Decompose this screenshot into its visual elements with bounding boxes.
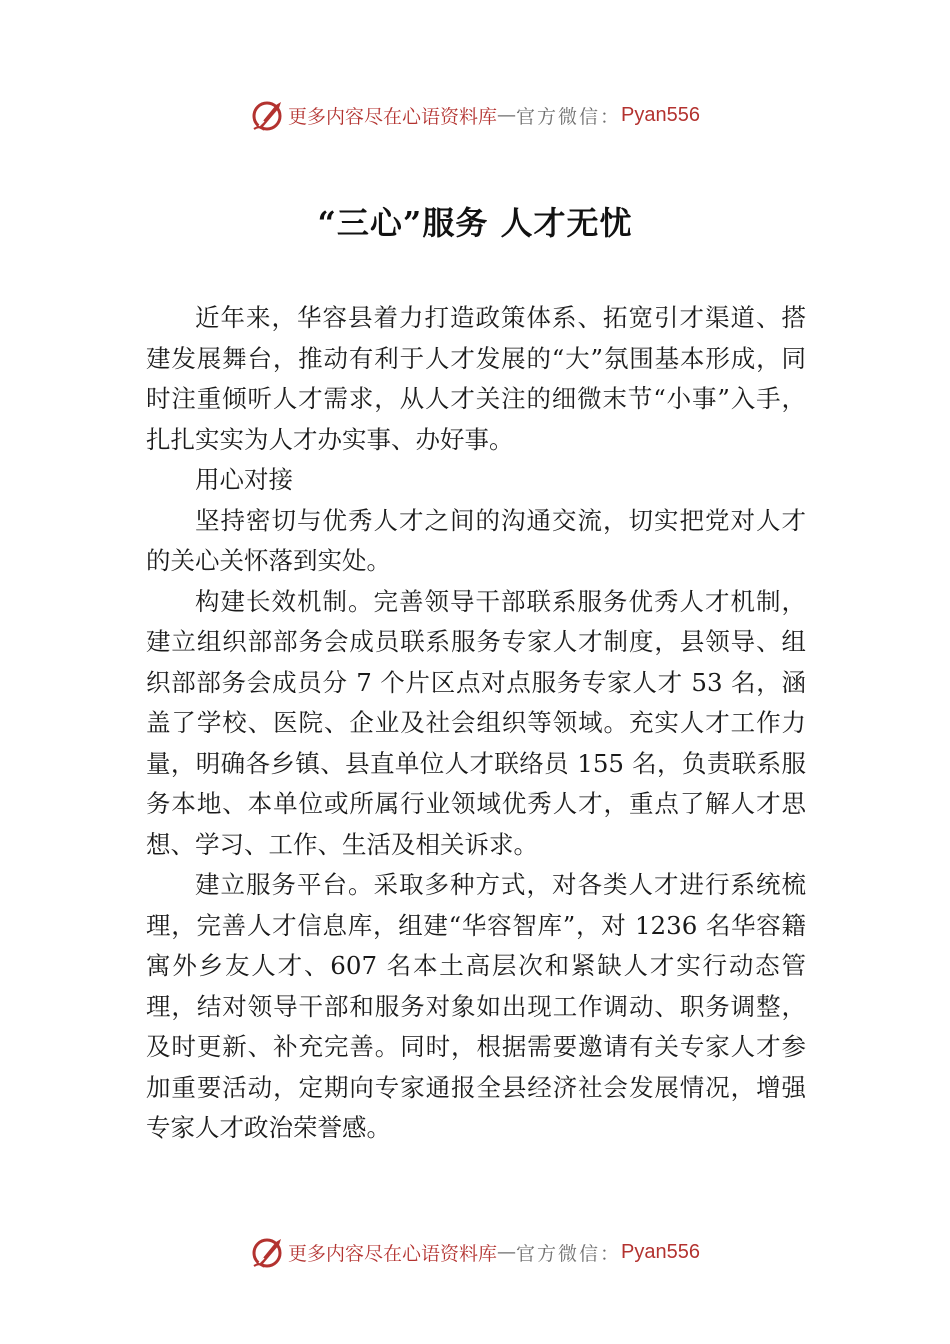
page-title: “三心”服务 人才无忧 — [317, 204, 633, 242]
quill-pen-logo-icon — [250, 97, 286, 133]
paragraph-intro: 近年来，华容县着力打造政策体系、拓宽引才渠道、搭建发展舞台，推动有利于人才发展的“大”氛围基本形成，同时注重倾听人才需求，从人才关注的细微末节“小事”入手，扎扎实实为人才办实事、办好事。 — [146, 303, 806, 454]
footer-banner — [0, 1232, 950, 1272]
banner-separator: — — [497, 104, 517, 126]
paragraph: 建立服务平台。采取多种方式，对各类人才进行系统梳理，完善人才信息库，组建“华容智库”，对 1236 名华容籍寓外乡友人才、607 名本土高层次和紧缺人才实行动态管理，结对领导干部和服务对象如出现工作调动、职务调整，及时更新、补充完善。同时，根据需要邀请有关专家人才参加重要活动，定期向专家通报全县经济社会发展情况，增强专家人才政治荣誉感。 — [146, 870, 806, 1142]
wechat-label: 官方微信： — [516, 1242, 622, 1265]
wechat-id: Pyan556 — [621, 1240, 700, 1263]
section-heading: 用心对接 — [195, 465, 293, 494]
banner-separator: — — [497, 1241, 517, 1263]
paragraph: 坚持密切与优秀人才之间的沟通交流，切实把党对人才的关心关怀落到实处。 — [146, 505, 806, 575]
brand-text: 更多内容尽在心语资料库 — [288, 1242, 498, 1265]
wechat-id: Pyan556 — [621, 103, 700, 126]
header-banner — [0, 95, 950, 135]
brand-text: 更多内容尽在心语资料库 — [288, 105, 498, 128]
wechat-label: 官方微信： — [516, 105, 622, 128]
quill-pen-logo-icon — [250, 1234, 286, 1270]
article-body — [146, 298, 806, 1149]
paragraph: 构建长效机制。完善领导干部联系服务优秀人才机制，建立组织部部务会成员联系服务专家人才制度，县领导、组织部部务会成员分 7 个片区点对点服务专家人才 53 名，涵盖了学校、医院、企业及社会组织等领域。充实人才工作力量，明确各乡镇、县直单位人才联络员 155 名，负责联系服务本地、本单位或所属行业领域优秀人才，重点了解人才思想、学习、工作、生活及相关诉求。 — [146, 586, 806, 859]
